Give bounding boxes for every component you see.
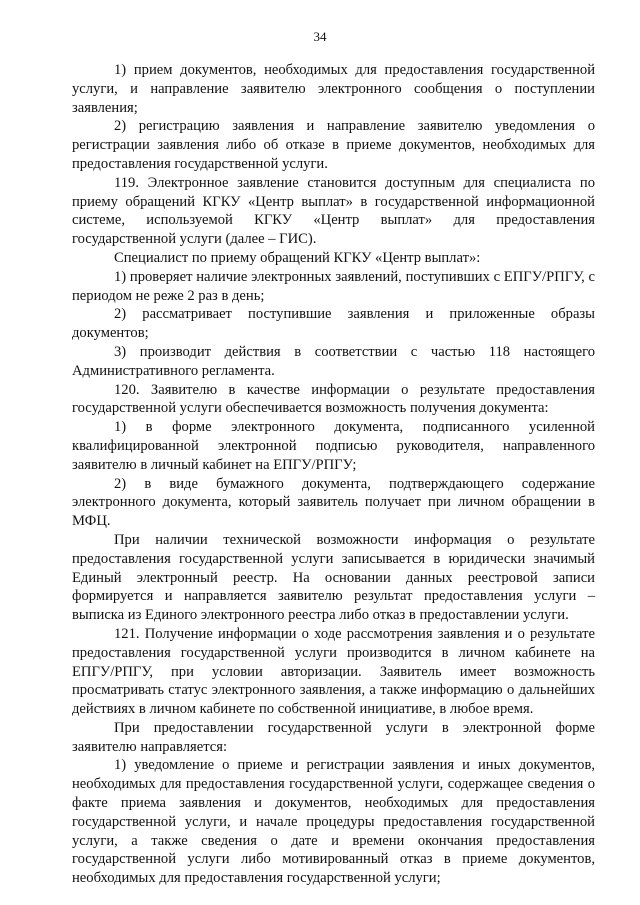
document-body [72, 61, 595, 888]
paragraph-electronic-form-intro: При предоставлении государственной услуги в электронной форме заявителю направляется: [72, 719, 595, 755]
paragraph-specialist-intro: Специалист по приему обращений КГКУ «Центр выплат»: [114, 249, 481, 266]
paragraph-check-applications: 1) проверяет наличие электронных заявлений, поступивших с ЕПГУ/РПГУ, с периодом не реже 2 раз в день; [72, 268, 595, 304]
paragraph-paper-document: 2) в виде бумажного документа, подтверждающего содержание электронного документа, который заявитель получает при личном обращении в МФЦ. [72, 475, 595, 530]
paragraph-item-2-registration: 2) регистрацию заявления и направление заявителю уведомления о регистрации заявления либо об отказе в приеме документов, необходимых для предоставления государственной услуги. [72, 118, 595, 172]
paragraph-121: 121. Получение информации о ходе рассмотрения заявления и о результате предоставления государственной услуги производится в личном кабинете на ЕПГУ/РПГУ, при условии авторизации. Заявитель имеет возможность просматривать статус электронного заявления, а также информацию о дальнейших действиях в личном кабинете по собственной инициативе, в любое время. [72, 625, 595, 718]
paragraph-119: 119. Электронное заявление становится доступным для специалиста по приему обращений КГКУ «Центр выплат» в государственной информационной системе, используемой КГКУ «Центр выплат» для предоставления государственной услуги (далее – ГИС). [72, 174, 595, 248]
paragraph-item-1-document-acceptance: 1) прием документов, необходимых для предоставления государственной услуги, и направление заявителю электронного сообщения о поступлении заявления; [72, 62, 595, 116]
paragraph-notification: 1) уведомление о приеме и регистрации заявления и иных документов, необходимых для предоставления государственной услуги, содержащее сведения о факте приема заявления и документов, необходимых для предоставления государственной услуги, и начале процедуры предоставления государственной услуги, а также сведения о дате и времени окончания предоставления государственной услуги либо мотивированный отказ в приеме документов, необходимых для предоставления государственной услуги; [72, 757, 595, 887]
paragraph-120: 120. Заявителю в качестве информации о результате предоставления государственной услуги обеспечивается возможность получения документа: [72, 381, 595, 417]
paragraph-perform-actions: 3) производит действия в соответствии с частью 118 настоящего Административного регламента. [72, 343, 595, 379]
paragraph-review-applications: 2) рассматривает поступившие заявления и приложенные образы документов; [72, 306, 595, 342]
paragraph-unified-registry: При наличии технической возможности информация о результате предоставления государственной услуги записывается в юридически значимый Единый электронный реестр. На основании данных реестровой записи формируется и направляется заявителю результат предоставления услуги – выписка из Единого электронного реестра либо отказ в предоставлении услуги. [72, 531, 595, 624]
paragraph-electronic-document: 1) в форме электронного документа, подписанного усиленной квалифицированной электронной подписью руководителя, направленного заявителю в личный кабинет на ЕПГУ/РПГУ; [72, 419, 595, 473]
page-number: 34 [313, 29, 327, 44]
